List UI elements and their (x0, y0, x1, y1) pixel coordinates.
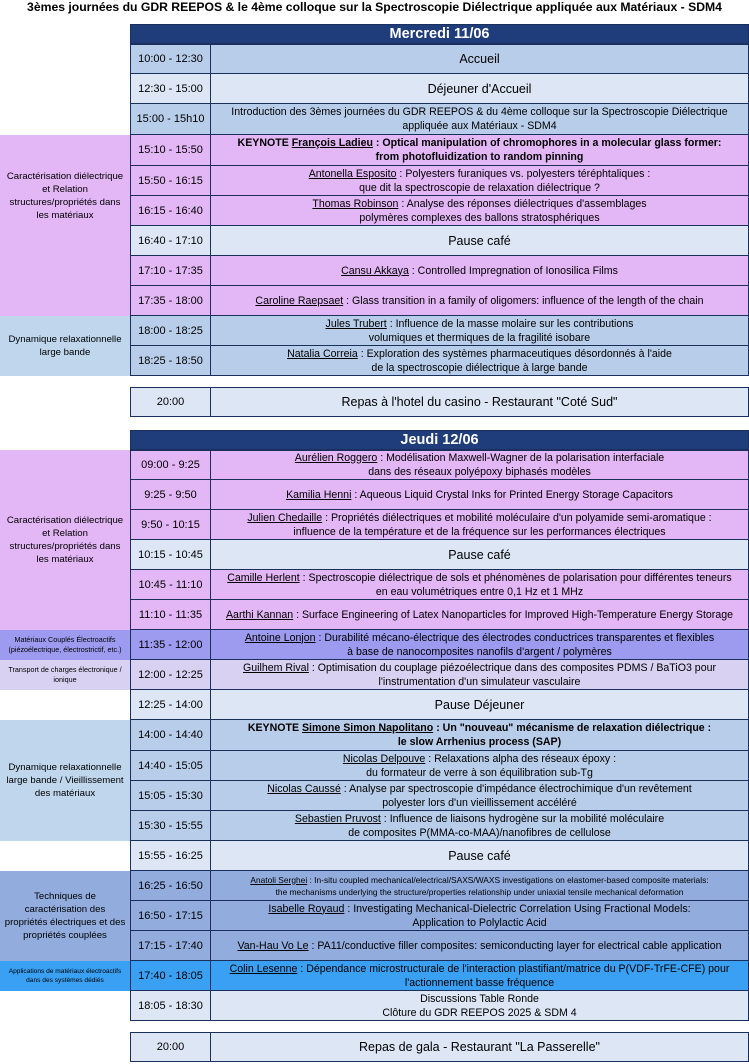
time-slot: 12:25 - 14:00 (130, 690, 211, 720)
schedule-row (130, 961, 749, 991)
keynote-label: KEYNOTE (237, 137, 292, 149)
talk-line-1 (312, 197, 646, 211)
talk-cell (211, 450, 749, 480)
session-label: Caractérisation diélectrique et Relation structures/propriétés dans les matériaux (0, 450, 130, 630)
talk-line-1 (248, 721, 711, 735)
talk-line-2: Clôture du GDR REEPOS 2025 & SDM 4 (382, 1006, 577, 1019)
session-label: Matériaux Couplés Électroactifs (piézoélectrique, électrostrictif, etc.) (0, 630, 130, 660)
dinner-row (130, 1032, 749, 1062)
schedule-row (130, 196, 749, 226)
speaker-name: Antoine Lonjon (244, 631, 316, 644)
schedule-row (130, 346, 749, 376)
talk-cell (211, 720, 749, 751)
talk-line-1 (231, 105, 727, 119)
talk-cell (211, 44, 749, 74)
talk-title: : Analyse par spectroscopie d'impédance électrochimique d'un revêtement (340, 782, 692, 795)
time-slot: 16:15 - 16:40 (130, 196, 211, 226)
talk-line-1 (343, 752, 616, 766)
talk-line-1 (459, 52, 499, 66)
talk-cell (211, 931, 749, 961)
talk-line-1 (448, 234, 511, 248)
talk-line-1 (238, 136, 722, 150)
dinner-row (130, 387, 749, 417)
speaker-name: Cansu Akkaya (341, 264, 409, 277)
talk-line-2: volumiques et thermiques de la fragilité isobare (368, 331, 591, 344)
schedule-row (130, 135, 749, 166)
speaker-name: Van-Hau Vo Le (237, 939, 309, 952)
talk-cell (211, 690, 749, 720)
speaker-name: Sebastien Pruvost (294, 812, 381, 825)
speaker-name: Thomas Robinson (312, 197, 399, 210)
time-slot: 17:40 - 18:05 (130, 961, 211, 991)
talk-cell (211, 600, 749, 630)
talk-title: : Analyse des réponses diélectriques d'assemblages (398, 197, 647, 210)
talk-cell (211, 135, 749, 166)
time-slot: 12:30 - 15:00 (130, 74, 211, 104)
schedule-row (130, 104, 749, 135)
session-label: Caractérisation diélectrique et Relation structures/propriétés dans les matériaux (0, 135, 130, 256)
speaker-name: Julien Chedaille (247, 511, 323, 524)
dinner-label: Repas à l'hotel du casino - Restaurant "Coté Sud" (341, 395, 618, 409)
talk-title: : Investigating Mechanical-Dielectric Correlation Using Fractional Models: (344, 902, 691, 915)
talk-cell (211, 480, 749, 510)
talk-cell (211, 841, 749, 871)
session-label: Transport de charges électronique / ionique (0, 660, 130, 690)
talk-line-1 (435, 698, 525, 712)
talk-title: : Influence de la masse molaire sur les contributions (386, 317, 634, 330)
talk-cell (211, 256, 749, 286)
session-label: Dynamique relaxationnelle large bande / Vieillissement des matériaux (0, 720, 130, 841)
talk-cell (211, 751, 749, 781)
schedule-row (130, 871, 749, 901)
talk-line-2: que dit la spectroscopie de relaxation diélectrique ? (359, 181, 600, 194)
speaker-name: Antonella Esposito (308, 167, 397, 180)
talk-title: : Surface Engineering of Latex Nanoparticles for Improved High-Temperature Energy Storage (293, 608, 734, 621)
schedule-row (130, 931, 749, 961)
dinner-cell (211, 387, 749, 417)
talk-line-1 (341, 264, 618, 278)
time-slot: 09:00 - 9:25 (130, 450, 211, 480)
talk-title: : PA11/conductive filler composites: semiconducting layer for electrical cable application (308, 939, 722, 952)
talk-line-2: dans des réseaux polyépoxy biphasés modèles (368, 466, 591, 478)
talk-cell (211, 196, 749, 226)
talk-line-1 (245, 631, 714, 645)
talk-cell (211, 346, 749, 376)
talk-line-1 (268, 902, 690, 916)
speaker-name: Aarthi Kannan (225, 608, 294, 621)
talk-line-1 (420, 992, 539, 1006)
talk-cell (211, 630, 749, 660)
talk-line-1 (227, 571, 731, 585)
talk-line-1 (448, 548, 511, 562)
talk-cell (211, 510, 749, 540)
time-slot: 11:35 - 12:00 (130, 630, 211, 660)
talk-title: Accueil (459, 52, 500, 66)
speaker-name: Natalia Correia (287, 347, 358, 360)
time-slot: 18:25 - 18:50 (130, 346, 211, 376)
talk-cell (211, 226, 749, 256)
time-slot: 15:10 - 15:50 (130, 135, 211, 166)
talk-line-1 (237, 939, 721, 953)
speaker-name: Guilhem Rival (242, 661, 309, 674)
talk-line-2: le slow Arrhenius process (SAP) (397, 736, 562, 748)
talk-cell (211, 166, 749, 196)
day-header: Mercredi 11/06 (130, 24, 749, 44)
talk-cell (211, 540, 749, 570)
talk-title: Déjeuner d'Accueil (427, 81, 532, 96)
talk-title: Discussions Table Ronde (420, 992, 539, 1005)
speaker-name: Isabelle Royaud (268, 902, 345, 915)
schedule-row (130, 660, 749, 690)
speaker-name: Jules Trubert (325, 317, 387, 330)
talk-cell (211, 871, 749, 901)
time-slot: 12:00 - 12:25 (130, 660, 211, 690)
schedule-row (130, 74, 749, 104)
schedule-row (130, 256, 749, 286)
speaker-name: Caroline Raepsaet (255, 294, 344, 307)
talk-title: : Aqueous Liquid Crystal Inks for Printed Energy Storage Capacitors (351, 488, 673, 501)
speaker-name: Simone Simon Napolitano (301, 722, 434, 734)
talk-title: Pause Déjeuner (434, 697, 525, 712)
time-slot: 17:10 - 17:35 (130, 256, 211, 286)
talk-cell (211, 961, 749, 991)
talk-cell (211, 781, 749, 811)
schedule-row (130, 286, 749, 316)
schedule-row (130, 226, 749, 256)
time-slot: 9:50 - 10:15 (130, 510, 211, 540)
talk-title: Pause café (448, 547, 511, 562)
speaker-name: Camille Herlent (227, 571, 300, 584)
talk-line-2: à base de nanocomposites nanofils d'argent / polymères (347, 645, 612, 658)
time-slot: 15:50 - 16:15 (130, 166, 211, 196)
keynote-label: KEYNOTE (247, 722, 302, 734)
time-slot: 16:25 - 16:50 (130, 871, 211, 901)
talk-cell (211, 104, 749, 135)
talk-title: : Propriétés diélectriques et mobilité moléculaire d'un polyamide semi-aromatique : (322, 511, 712, 524)
talk-line-1 (326, 317, 634, 331)
talk-title: Pause café (448, 233, 511, 248)
time-slot: 11:10 - 11:35 (130, 600, 211, 630)
time-slot: 10:00 - 12:30 (130, 44, 211, 74)
talk-title: : Dépendance microstructurale de l'interaction plastifiant/matrice du P(VDF-TrFE-CFE) pour (297, 962, 730, 975)
schedule-row (130, 690, 749, 720)
talk-line-2: du formateur de verre à son équilibration sub-Tg (366, 766, 593, 779)
speaker-name: Nicolas Caussé (267, 782, 341, 795)
time-slot: 18:05 - 18:30 (130, 991, 211, 1021)
talk-title: : Influence de liaisons hydrogène sur la mobilité moléculaire (380, 812, 665, 825)
time-slot: 15:05 - 15:30 (130, 781, 211, 811)
schedule-row (130, 480, 749, 510)
talk-title: Pause café (448, 848, 511, 863)
time-slot: 15:30 - 15:55 (130, 811, 211, 841)
time-slot: 15:00 - 15h10 (130, 104, 211, 135)
speaker-name: Anatoli Serghei (250, 874, 308, 885)
talk-cell (211, 991, 749, 1021)
schedule-row (130, 991, 749, 1021)
talk-line-1 (428, 82, 532, 96)
time-slot: 15:55 - 16:25 (130, 841, 211, 871)
schedule-row (130, 630, 749, 660)
talk-cell (211, 286, 749, 316)
speaker-name: Nicolas Delpouve (342, 752, 426, 765)
dinner-label: Repas de gala - Restaurant "La Passerelle" (359, 1040, 600, 1054)
session-label: Dynamique relaxationnelle large bande (0, 316, 130, 376)
talk-title: : In-situ coupled mechanical/electrical/SAXS/WAXS investigations on elastomer-based composite materials: (307, 874, 709, 885)
talk-line-2: from photofluidization to random pinning (375, 151, 584, 163)
time-slot: 18:00 - 18:25 (130, 316, 211, 346)
talk-line-1 (448, 849, 511, 863)
talk-line-1 (247, 511, 711, 525)
talk-line-1 (286, 488, 673, 502)
time-slot: 20:00 (130, 1032, 211, 1062)
talk-title: : Spectroscopie diélectrique de sols et phénomènes de polarisation pour différentes teneurs (299, 571, 732, 584)
time-slot: 14:40 - 15:05 (130, 751, 211, 781)
talk-line-2: de composites P(MMA-co-MAA)/nanofibres de cellulose (348, 826, 611, 839)
talk-title: Introduction des 3èmes journées du GDR REEPOS & du 4ème colloque sur la Spectroscopie Diélectrique (231, 106, 728, 118)
session-label: Applications de matériaux électroactifs dans des systèmes dédiés (0, 961, 130, 991)
schedule-row (130, 540, 749, 570)
talk-cell (211, 570, 749, 600)
schedule-row (130, 600, 749, 630)
time-slot: 17:35 - 18:00 (130, 286, 211, 316)
speaker-name: Colin Lesenne (229, 962, 298, 975)
talk-line-2: the mechanisms underlying the structure/properties relationship under uniaxial tensile mechanical deformation (275, 886, 684, 897)
schedule-row (130, 166, 749, 196)
schedule-row (130, 781, 749, 811)
talk-title: : Modélisation Maxwell-Wagner de la polarisation interfaciale (377, 452, 665, 464)
talk-line-2: de la spectroscopie diélectrique à large bande (371, 361, 588, 374)
speaker-name: Kamilia Henni (286, 488, 352, 501)
talk-title: : Glass transition in a family of oligomers: influence of the length of the chain (343, 294, 704, 307)
schedule-row (130, 751, 749, 781)
talk-line-1 (267, 782, 692, 796)
talk-line-1 (309, 167, 651, 181)
talk-title: : Optical manipulation of chromophores in a molecular glass former: (372, 137, 722, 149)
dinner-cell (211, 1032, 749, 1062)
speaker-name: Aurélien Roggero (294, 452, 378, 464)
schedule-row (130, 720, 749, 751)
schedule-row (130, 811, 749, 841)
talk-line-1 (255, 294, 703, 308)
schedule-row (130, 316, 749, 346)
talk-cell (211, 660, 749, 690)
day-header: Jeudi 12/06 (130, 430, 749, 450)
talk-line-1 (226, 608, 733, 622)
talk-cell (211, 901, 749, 931)
talk-line-2: influence de la température et de la fréquence sur les performances électriques (293, 525, 666, 538)
talk-title: : Un "nouveau" mécanisme de relaxation diélectrique : (433, 722, 712, 734)
talk-line-2: l'actionnement basse fréquence (404, 976, 555, 989)
talk-title: : Polyesters furaniques vs. polyesters téréphtaliques : (396, 167, 651, 180)
talk-title: : Optimisation du couplage piézoélectrique dans des composites PDMS / BaTiO3 pour (308, 661, 717, 674)
talk-line-2: l'instrumentation d'un simulateur vasculaire (378, 675, 581, 688)
schedule-row (130, 901, 749, 931)
session-label: Techniques de caractérisation des propriétés électriques et des propriétés couplées (0, 871, 130, 961)
time-slot: 10:15 - 10:45 (130, 540, 211, 570)
time-slot: 16:50 - 17:15 (130, 901, 211, 931)
time-slot: 14:00 - 14:40 (130, 720, 211, 751)
talk-line-1 (243, 661, 716, 675)
schedule-row (130, 510, 749, 540)
page-title: 3èmes journées du GDR REEPOS & le 4ème colloque sur la Spectroscopie Diélectrique appliquée aux Matériaux - SDM4 (27, 0, 722, 14)
talk-line-2: polyester lors d'un vieillissement accéléré (382, 796, 577, 809)
time-slot: 9:25 - 9:50 (130, 480, 211, 510)
talk-cell (211, 811, 749, 841)
schedule-row (130, 570, 749, 600)
schedule-row (130, 450, 749, 480)
talk-cell (211, 74, 749, 104)
talk-title: : Relaxations alpha des réseaux époxy : (425, 752, 617, 765)
talk-line-1 (295, 812, 664, 826)
talk-line-2: Application to Polylactic Acid (412, 916, 547, 929)
talk-line-2: appliquée aux Matériaux - SDM4 (402, 120, 557, 132)
talk-title: : Controlled Impregnation of Ionosilica Films (408, 264, 618, 277)
talk-line-1 (230, 962, 730, 976)
talk-line-2: polymères complexes des ballons stratosphériques (359, 211, 600, 224)
time-slot: 10:45 - 11:10 (130, 570, 211, 600)
talk-title: : Durabilité mécano-électrique des électrodes conductrices transparentes et flexibles (315, 631, 715, 644)
time-slot: 16:40 - 17:10 (130, 226, 211, 256)
speaker-name: François Ladieu (291, 137, 373, 149)
talk-cell (211, 316, 749, 346)
talk-line-1 (287, 347, 672, 361)
schedule-row (130, 841, 749, 871)
talk-title: : Exploration des systèmes pharmaceutiques désordonnés à l'aide (357, 347, 672, 360)
time-slot: 17:15 - 17:40 (130, 931, 211, 961)
session-block (0, 256, 130, 316)
time-slot: 20:00 (130, 387, 211, 417)
talk-line-1 (250, 874, 708, 886)
talk-line-1 (295, 451, 664, 465)
schedule-row (130, 44, 749, 74)
talk-line-2: en eau volumétriques entre 0,1 Hz et 1 MHz (375, 585, 584, 598)
